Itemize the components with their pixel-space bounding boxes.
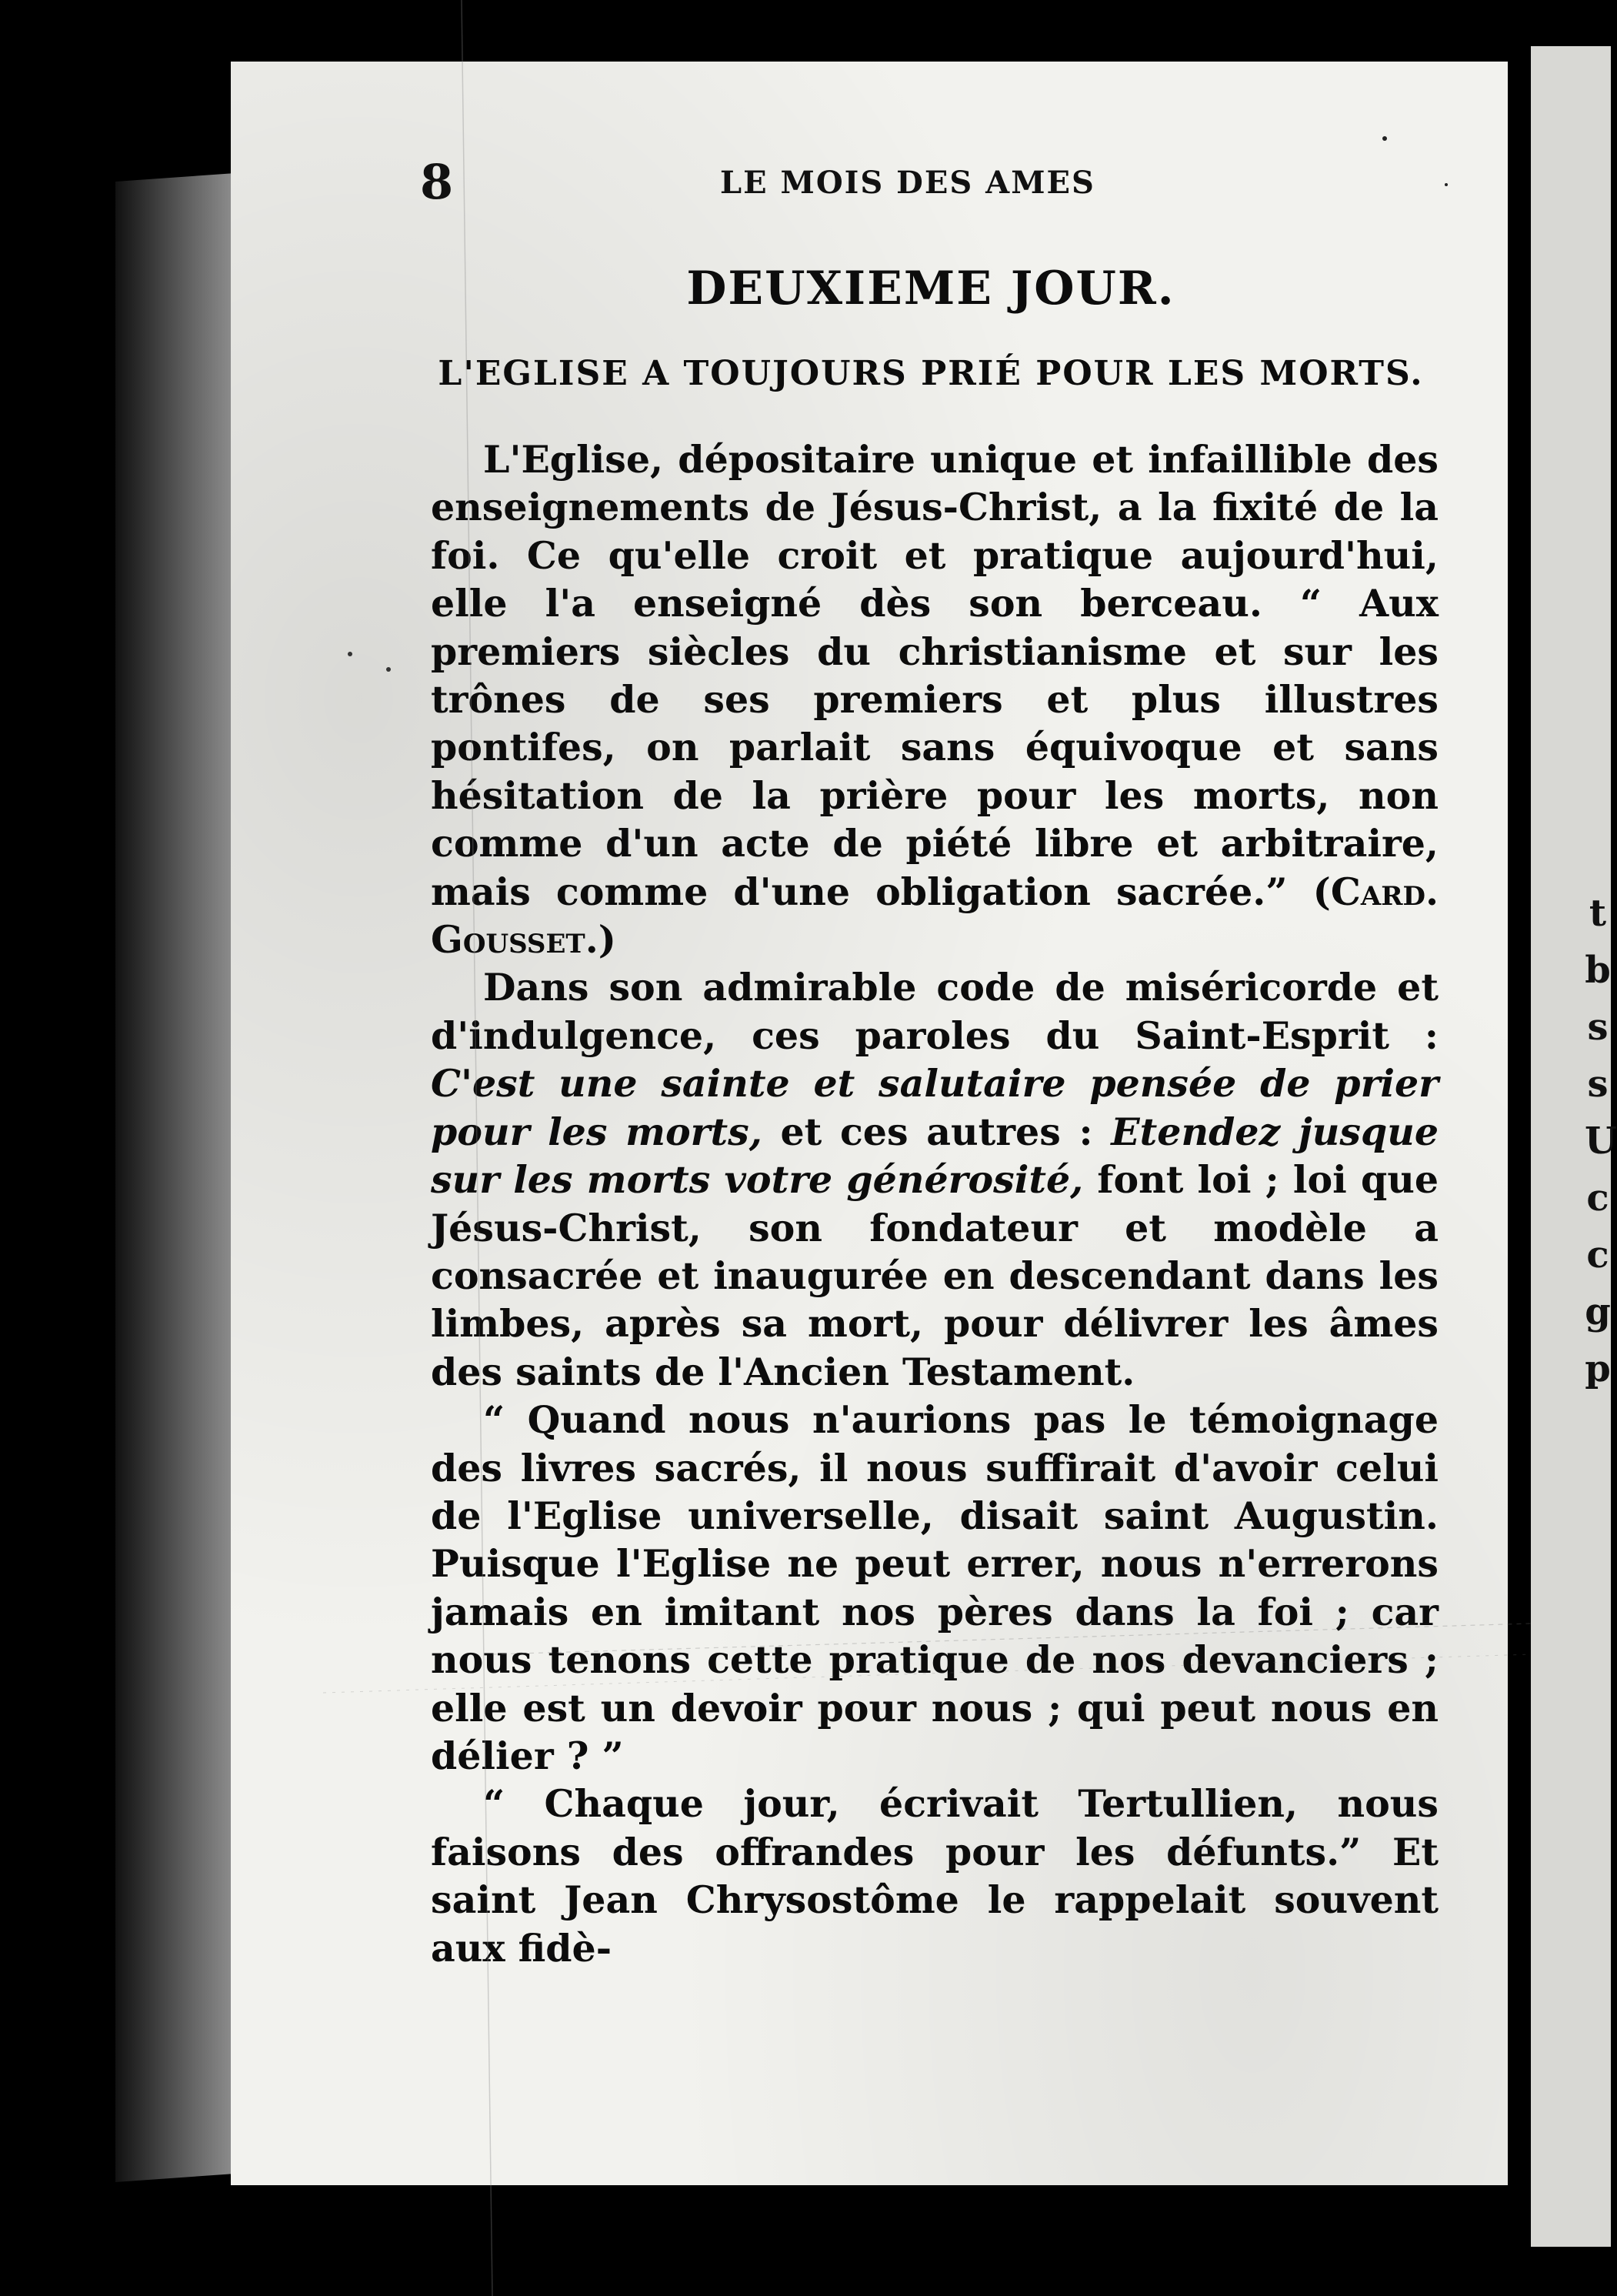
facing-letter: s: [1587, 1063, 1609, 1106]
facing-letter: c: [1586, 1176, 1609, 1220]
page-header: [420, 154, 1420, 208]
paragraph-2: [431, 963, 1439, 1396]
scripture-quote-2: Etendez jusque sur les morts votre générosité,: [431, 1109, 1439, 1203]
facing-page-fragments: [1585, 885, 1617, 1397]
facing-letter: t: [1589, 892, 1607, 935]
facing-letter: g: [1585, 1290, 1611, 1333]
facing-letter: b: [1585, 949, 1611, 992]
facing-letter: U: [1585, 1120, 1617, 1163]
paragraph-2-part3: font loi ; loi que Jésus-Christ, son fondateur et modèle a consacrée et inaugurée en descendant dans les limbes, après sa mort, pour délivrer les âmes des saints de l'Ancien Testament.: [431, 1157, 1439, 1394]
paragraph-4: [431, 1780, 1439, 1972]
chapter-title: DEUXIEME JOUR.: [686, 262, 1175, 315]
body-text: [431, 436, 1439, 1972]
binding-gutter: [1519, 0, 1530, 2296]
facing-letter: s: [1587, 1006, 1609, 1049]
paragraph-1-text: L'Eglise, dépositaire unique et infaillible des enseignements de Jésus-Christ, a la fixité de la foi. Ce qu'elle croit et pratique aujourd'hui, elle l'a enseigné dès son berceau. “ Aux premiers siècles du christianisme et sur les trônes de ses premiers et plus illustres pontifes, on parlait sans équivoque et sans hésitation de la prière pour les morts, non comme d'un acte de piété libre et arbitraire, mais comme d'une obligation sacrée.”: [431, 437, 1439, 914]
page-number: 8: [420, 154, 454, 210]
section-title: L'EGLISE A TOUJOURS PRIÉ POUR LES MORTS.: [438, 354, 1424, 393]
facing-letter: c: [1586, 1233, 1609, 1276]
page-edge-shadow: [115, 172, 246, 2182]
running-head: LE MOIS DES AMES: [720, 165, 1095, 201]
paragraph-4-text: “ Chaque jour, écrivait Tertullien, nous faisons des offrandes pour les défunts.” Et saint Jean Chrysostôme le rappelait souvent aux fidè-: [431, 1781, 1439, 1971]
paragraph-1: [431, 436, 1439, 963]
attribution: (Card. Gousset.): [431, 869, 1439, 963]
paragraph-3: [431, 1396, 1439, 1780]
scripture-quote-1: C'est une sainte et salutaire pensée de prier pour les morts,: [431, 1061, 1439, 1154]
paragraph-2-part2: et ces autres :: [780, 1109, 1093, 1154]
paragraph-3-text: “ Quand nous n'aurions pas le témoignage des livres sacrés, il nous suffirait d'avoir celui de l'Eglise universelle, disait saint Augustin. Puisque l'Eglise ne peut errer, nous n'errerons jamais en imitant nos pères dans la foi ; car nous tenons cette pratique de nos devanciers ; elle est un devoir pour nous ; qui peut nous en délier ? ”: [431, 1397, 1439, 1778]
facing-letter: p: [1585, 1347, 1611, 1390]
paragraph-2-part1: Dans son admirable code de miséricorde et d'indulgence, ces paroles du Saint-Esprit :: [431, 965, 1439, 1058]
